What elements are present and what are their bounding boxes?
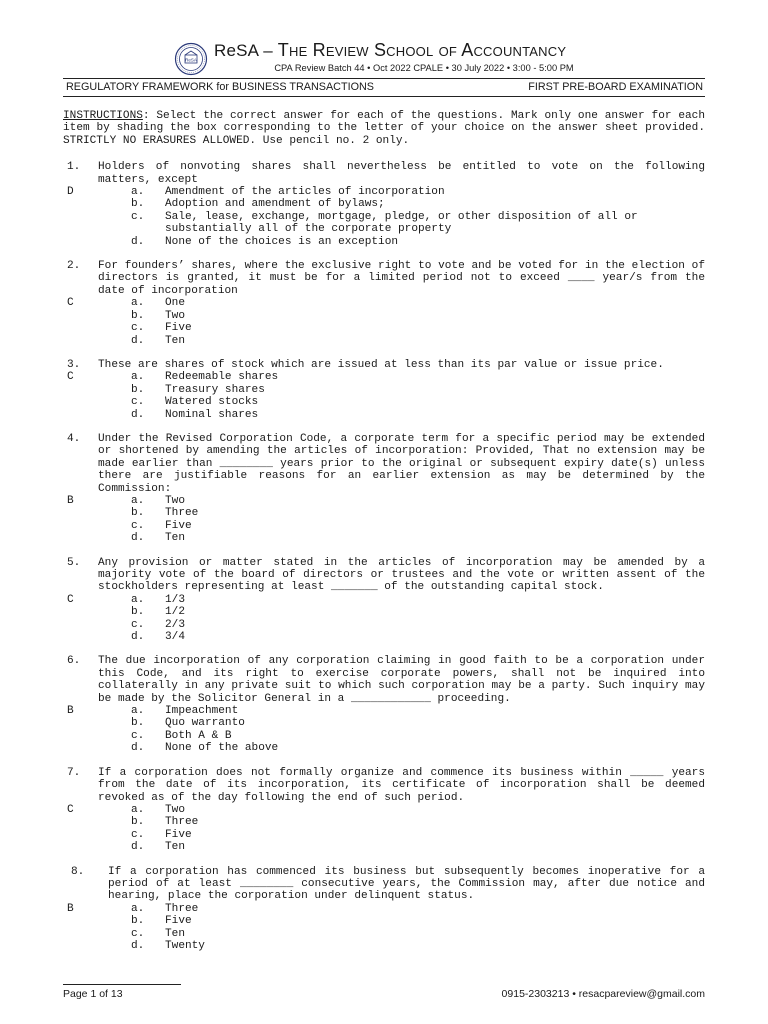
question-number: 6. <box>67 655 81 668</box>
header-rule-bottom <box>63 96 705 97</box>
choice-letter: b. <box>131 383 145 396</box>
question-2 <box>63 260 705 347</box>
choice-text: 2/3 <box>165 618 185 631</box>
choice-list <box>63 903 705 953</box>
header-rule-top <box>63 78 705 79</box>
choice-text: Ten <box>165 927 185 940</box>
choice-text: Amendment of the articles of incorporation <box>165 186 445 199</box>
subject-bar <box>63 80 705 94</box>
choice-item <box>131 730 705 742</box>
page-number: Page 1 of 13 <box>63 988 123 1000</box>
question-number: 1. <box>67 161 81 174</box>
choice-list <box>63 804 705 854</box>
choice-item <box>131 841 705 853</box>
answer-key: B <box>67 494 74 507</box>
choice-text: Three <box>165 816 199 829</box>
contact-info: 0915-2303213 • resacpareview@gmail.com <box>501 988 705 1000</box>
answer-key: C <box>67 297 74 310</box>
choice-item <box>131 310 705 322</box>
footer-rule <box>63 984 181 985</box>
choice-text: Five <box>165 322 192 335</box>
choice-text: One <box>165 297 185 310</box>
choice-list <box>63 297 705 347</box>
subject-title: REGULATORY FRAMEWORK for BUSINESS TRANSACTIONS <box>66 81 374 93</box>
choice-letter: a. <box>131 494 145 507</box>
choice-letter: d. <box>131 742 145 755</box>
choice-letter: a. <box>131 371 145 384</box>
question-3 <box>63 359 705 421</box>
choice-text: Five <box>165 519 192 532</box>
choice-text: Treasury shares <box>165 383 265 396</box>
choice-list <box>63 371 705 421</box>
choice-item <box>131 236 705 248</box>
question-number: 5. <box>67 556 81 569</box>
choice-text: Ten <box>165 532 185 545</box>
choice-list <box>63 594 705 644</box>
choice-letter: a. <box>131 803 145 816</box>
instructions-label: INSTRUCTIONS <box>63 110 143 122</box>
choice-letter: c. <box>131 322 145 335</box>
choice-letter: b. <box>131 915 145 928</box>
choice-list <box>63 495 705 545</box>
question-6 <box>63 655 705 754</box>
choice-item <box>131 532 705 544</box>
answer-key: B <box>67 902 74 915</box>
answer-key: C <box>67 371 74 384</box>
question-text: Holders of nonvoting shares shall nevertheless be entitled to vote on the following matters, except <box>98 161 705 186</box>
choice-item <box>131 619 705 631</box>
question-number: 8. <box>71 865 85 878</box>
choice-item <box>131 297 705 309</box>
choice-list <box>63 705 705 755</box>
choice-text: Two <box>165 803 185 816</box>
instructions-text: : Select the correct answer for each of the questions. Mark only one answer for each item by shading the box corresponding to the letter of your choice on the answer sheet provided. STRICTLY NO ERASURES ALLOWED. Use pencil no. 2 only. <box>63 110 705 147</box>
choice-text: 1/3 <box>165 593 185 606</box>
choice-item <box>131 594 705 606</box>
choice-text: Ten <box>165 841 185 854</box>
choice-item <box>131 396 705 408</box>
question-1 <box>63 161 705 248</box>
choice-text: Sale, lease, exchange, mortgage, pledge, or other disposition of all or substantially all of the corporate property <box>165 210 638 236</box>
choice-text: Both A & B <box>165 729 232 742</box>
choice-list <box>63 186 705 248</box>
question-text: If a corporation does not formally organize and commence its business within _____ years from the date of its incorporation, its certificate of incorporation shall be deemed revoked as of the day following the end of such period. <box>98 766 705 804</box>
choice-letter: c. <box>131 519 145 532</box>
choice-item <box>131 804 705 816</box>
question-text: If a corporation has commenced its business but subsequently becomes inoperative for a period of at least ________ consecutive years, the Commission may, after due notice and hearing, place the corporation under delinquent status. <box>108 865 705 903</box>
choice-text: 1/2 <box>165 606 185 619</box>
choice-letter: a. <box>131 593 145 606</box>
choice-letter: b. <box>131 309 145 322</box>
svg-text:ReSA: ReSA <box>185 57 197 63</box>
choice-text: Adoption and amendment of bylaws; <box>165 198 385 211</box>
choice-letter: b. <box>131 606 145 619</box>
choice-letter: d. <box>131 532 145 545</box>
choice-letter: b. <box>131 816 145 829</box>
choice-letter: d. <box>131 235 145 248</box>
choice-item <box>131 384 705 396</box>
choice-item <box>131 520 705 532</box>
choice-letter: a. <box>131 297 145 310</box>
choice-letter: d. <box>131 408 145 421</box>
choice-item <box>131 371 705 383</box>
question-text: The due incorporation of any corporation claiming in good faith to be a corporation under this Code, and its right to exercise corporate powers, shall not be inquired into collaterally in any private suit to which such corporation may be a party. Such inquiry may be made by the Solicitor General in a ____________ proceeding. <box>98 655 705 705</box>
choice-text: None of the choices is an exception <box>165 235 399 248</box>
choice-item <box>131 928 705 940</box>
choice-letter: c. <box>131 927 145 940</box>
question-7 <box>63 767 705 854</box>
choice-item <box>131 322 705 334</box>
answer-key: C <box>67 593 74 606</box>
choice-letter: d. <box>131 841 145 854</box>
choice-item <box>131 507 705 519</box>
choice-item <box>131 198 705 210</box>
question-text: These are shares of stock which are issued at less than its par value or issue price. <box>98 358 664 371</box>
question-text: Under the Revised Corporation Code, a corporate term for a specific period may be extended or shortened by amending the articles of incorporation: Provided, That no extension may be made earlier than ________ years prior to the original or subsequent expiry date(s) unless there are justifiable reasons for an earlier extension as may be determined by the Commission: <box>98 432 705 495</box>
choice-item <box>131 742 705 754</box>
choice-text: 3/4 <box>165 631 185 644</box>
exam-title: FIRST PRE-BOARD EXAMINATION <box>528 81 703 93</box>
choice-letter: c. <box>131 210 145 223</box>
question-number: 7. <box>67 766 81 779</box>
exam-content <box>63 110 705 964</box>
question-number: 2. <box>67 260 81 273</box>
answer-key: C <box>67 803 74 816</box>
choice-text: Twenty <box>165 939 205 952</box>
choice-text: Three <box>165 902 199 915</box>
choice-text: Redeemable shares <box>165 371 279 384</box>
school-name <box>214 40 566 61</box>
question-4 <box>63 433 705 545</box>
choice-item <box>131 631 705 643</box>
choice-letter: d. <box>131 939 145 952</box>
choice-item <box>131 606 705 618</box>
answer-key: B <box>67 705 74 718</box>
question-number: 4. <box>67 432 81 445</box>
school-dash: – <box>258 41 278 60</box>
choice-text: Two <box>165 494 185 507</box>
choice-text: Five <box>165 828 192 841</box>
choice-letter: b. <box>131 198 145 211</box>
choice-item <box>131 816 705 828</box>
choice-text: Two <box>165 309 185 322</box>
choice-letter: c. <box>131 828 145 841</box>
choice-text: None of the above <box>165 742 279 755</box>
choice-text: Three <box>165 507 199 520</box>
choice-letter: c. <box>131 396 145 409</box>
choice-text: Five <box>165 915 192 928</box>
choice-text: Nominal shares <box>165 408 259 421</box>
choice-item <box>131 495 705 507</box>
choice-letter: b. <box>131 507 145 520</box>
question-8 <box>63 866 705 953</box>
choice-item <box>131 915 705 927</box>
choice-item <box>131 705 705 717</box>
choice-item <box>131 186 705 198</box>
choice-text: Watered stocks <box>165 396 259 409</box>
school-brand: ReSA <box>214 41 259 60</box>
school-full-name: The Review School of Accountancy <box>277 40 567 60</box>
choice-letter: a. <box>131 705 145 718</box>
choice-letter: a. <box>131 902 145 915</box>
choice-item <box>131 409 705 421</box>
question-text: Any provision or matter stated in the articles of incorporation may be amended by a majority vote of the board of directors or trustees and the vote or written assent of the stockholders representing at least _______ of the outstanding capital stock. <box>98 556 705 594</box>
choice-text: Impeachment <box>165 705 239 718</box>
choice-letter: a. <box>131 186 145 199</box>
choice-letter: b. <box>131 717 145 730</box>
choice-text: Quo warranto <box>165 717 245 730</box>
choice-item <box>131 940 705 952</box>
choice-text: Ten <box>165 334 185 347</box>
instructions <box>63 110 705 147</box>
question-text: For founders’ shares, where the exclusive right to vote and be voted for in the election of directors is granted, it must be for a limited period not to exceed ____ year/s from the date of incorporation <box>98 260 705 297</box>
choice-letter: c. <box>131 729 145 742</box>
choice-item <box>131 717 705 729</box>
answer-key: D <box>67 186 74 199</box>
choice-letter: d. <box>131 334 145 347</box>
choice-letter: c. <box>131 618 145 631</box>
choice-item <box>131 211 705 236</box>
choice-item <box>131 903 705 915</box>
choice-item <box>131 829 705 841</box>
question-number: 3. <box>67 358 81 371</box>
choice-item <box>131 335 705 347</box>
question-5 <box>63 557 705 644</box>
exam-subheader-text: CPA Review Batch 44 • Oct 2022 CPALE • 30 July 2022 • 3:00 - 5:00 PM <box>274 63 574 73</box>
exam-subheader <box>0 63 768 73</box>
choice-letter: d. <box>131 631 145 644</box>
